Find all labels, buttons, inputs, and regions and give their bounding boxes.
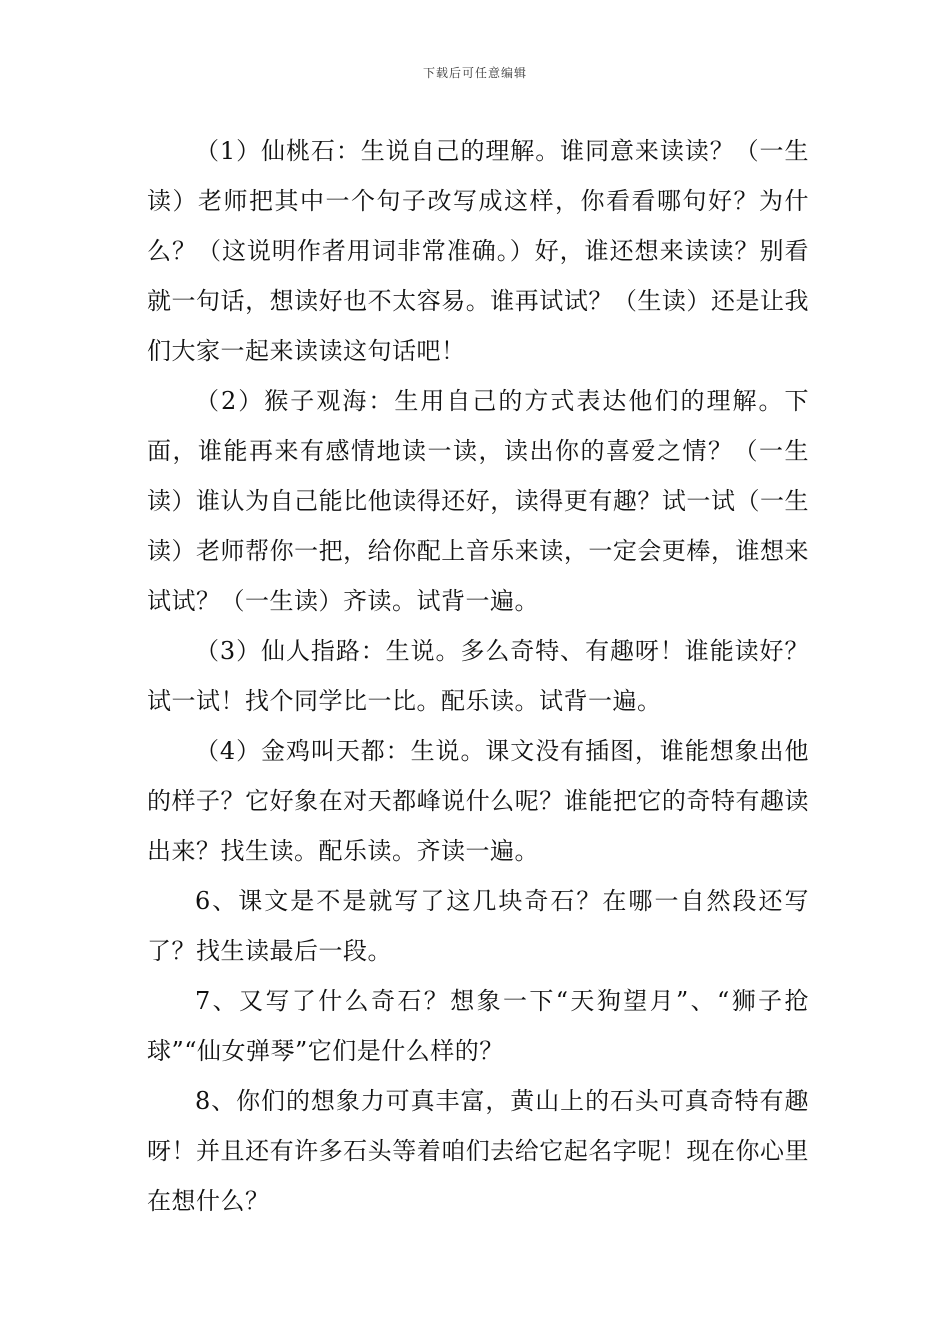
paragraph-monkey-sea: （2）猴子观海：生用自己的方式表达他们的理解。下面，谁能再来有感情地读一读，读出你的喜爱之情？（一生读）谁认为自己能比他读得还好，读得更有趣？试一试（一生读）老师帮你一把，给你配上音乐来读，一定会更棒，谁想来试试？（一生读）齐读。试背一遍。: [147, 387, 809, 615]
page-header-note: 下载后可任意编辑: [422, 66, 527, 80]
paragraph-item-8: 8、你们的想象力可真丰富，黄山上的石头可真奇特有趣呀！并且还有许多石头等着咱们去给它起名字呢！现在你心里在想什么？: [147, 1087, 809, 1215]
paragraph-immortal-pointing: （3）仙人指路：生说。多么奇特、有趣呀！谁能读好？试一试！找个同学比一比。配乐读。试背一遍。: [147, 637, 809, 715]
paragraph-xiantao-stone: （1）仙桃石：生说自己的理解。谁同意来读读？（一生读）老师把其中一个句子改写成这样，你看看哪句好？为什么？（这说明作者用词非常准确。）好，谁还想来读读？别看就一句话，想读好也不太容易。谁再试试？（生读）还是让我们大家一起来读读这句话吧！: [147, 137, 809, 365]
document-body: [147, 126, 809, 1226]
paragraph-item-6: 6、课文是不是就写了这几块奇石？在哪一自然段还写了？找生读最后一段。: [147, 887, 809, 965]
paragraph-golden-rooster: （4）金鸡叫天都：生说。课文没有插图，谁能想象出他的样子？它好象在对天都峰说什么呢？谁能把它的奇特有趣读出来？找生读。配乐读。齐读一遍。: [147, 737, 809, 865]
paragraph-item-7: 7、又写了什么奇石？想象一下“天狗望月”、“狮子抢球”“仙女弹琴”它们是什么样的？: [147, 987, 809, 1065]
